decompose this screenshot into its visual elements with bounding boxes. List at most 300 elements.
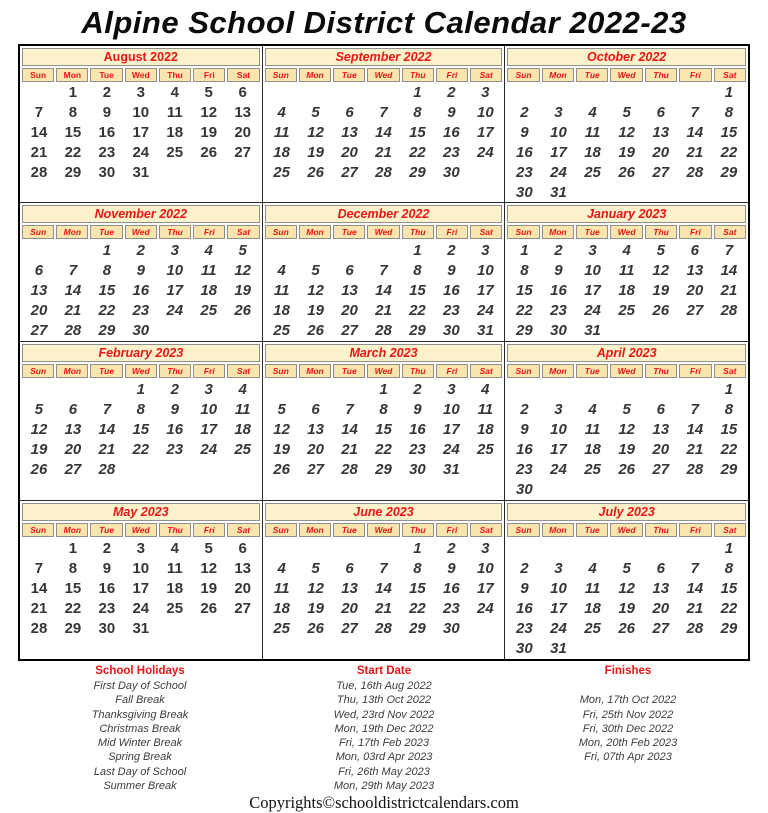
- weekday-label-sun: Sun: [507, 225, 539, 239]
- date-cell: 27: [341, 620, 358, 638]
- date-cell: 1: [520, 241, 529, 259]
- weekday-label-wed: Wed: [125, 523, 157, 537]
- date-cell: 2: [413, 380, 422, 398]
- date-cell: 13: [341, 281, 358, 299]
- weekday-label-fri: Fri: [436, 364, 468, 378]
- date-cell: [299, 538, 333, 558]
- date-cell: 6: [656, 104, 665, 122]
- date-cell: [56, 480, 90, 500]
- date-cell: [124, 460, 158, 480]
- date-cell: [192, 162, 226, 182]
- date-cell: 20: [341, 600, 358, 618]
- date-cell: 16: [550, 281, 567, 299]
- weekday-label-wed: Wed: [367, 68, 399, 82]
- weekday-label-tue: Tue: [576, 523, 608, 537]
- date-cell: [367, 480, 401, 500]
- date-cell: 13: [652, 124, 670, 142]
- date-cell: [678, 480, 712, 500]
- date-grid: [265, 379, 503, 500]
- date-cell: 13: [686, 261, 704, 279]
- date-cell: 4: [588, 559, 597, 577]
- date-cell: 22: [375, 441, 392, 459]
- date-cell: [678, 538, 712, 558]
- date-cell: [576, 480, 610, 500]
- weekday-label-mon: Mon: [299, 523, 331, 537]
- date-cell: 8: [102, 261, 112, 279]
- date-cell: [610, 321, 644, 341]
- weekday-label-sun: Sun: [507, 68, 539, 82]
- date-cell: 2: [520, 104, 529, 122]
- holiday-name: Last Day of School: [93, 765, 187, 778]
- date-cell: [158, 619, 192, 639]
- date-cell: 18: [200, 281, 218, 299]
- weekday-label-mon: Mon: [56, 225, 88, 239]
- date-cell: 2: [447, 84, 456, 102]
- date-cell: [468, 162, 502, 182]
- date-cell: [299, 83, 333, 103]
- month-title: June 2023: [265, 503, 503, 521]
- date-cell: 14: [686, 579, 704, 597]
- date-cell: 22: [409, 302, 426, 320]
- date-cell: 25: [273, 620, 290, 638]
- weekday-label-fri: Fri: [679, 68, 711, 82]
- date-cell: 18: [166, 124, 184, 142]
- weekday-label-sat: Sat: [714, 364, 746, 378]
- date-cell: 13: [341, 579, 358, 597]
- date-cell: [541, 379, 575, 399]
- date-cell: 30: [516, 640, 533, 658]
- date-cell: 31: [550, 640, 567, 658]
- date-cell: [158, 162, 192, 182]
- date-cell: 1: [413, 84, 422, 102]
- month-title: July 2023: [507, 503, 746, 521]
- date-cell: 31: [477, 322, 494, 340]
- date-cell: 15: [409, 281, 426, 299]
- weekday-label-tue: Tue: [90, 68, 122, 82]
- date-cell: 12: [618, 579, 635, 597]
- weekday-label-sun: Sun: [22, 68, 54, 82]
- date-cell: 28: [64, 322, 82, 340]
- date-cell: 12: [30, 420, 48, 438]
- date-cell: 20: [64, 441, 82, 459]
- date-cell: 29: [64, 620, 82, 638]
- date-cell: 2: [102, 539, 112, 557]
- date-cell: 27: [652, 620, 670, 638]
- date-cell: 27: [341, 163, 358, 181]
- date-cell: 18: [234, 420, 252, 438]
- date-cell: 12: [307, 281, 324, 299]
- weekday-label-sun: Sun: [265, 364, 297, 378]
- weekday-label-fri: Fri: [436, 225, 468, 239]
- date-cell: 7: [379, 559, 388, 577]
- weekday-label-thu: Thu: [159, 364, 191, 378]
- date-cell: [434, 182, 468, 202]
- date-cell: [644, 83, 678, 103]
- date-cell: 21: [341, 441, 358, 459]
- month-title: April 2023: [507, 344, 746, 362]
- date-cell: [226, 162, 260, 182]
- date-cell: [124, 182, 158, 202]
- date-cell: 6: [690, 241, 700, 259]
- weekday-label-tue: Tue: [90, 225, 122, 239]
- date-cell: 28: [375, 620, 392, 638]
- date-cell: 3: [554, 559, 563, 577]
- date-cell: 28: [686, 163, 704, 181]
- date-cell: [22, 240, 56, 260]
- date-cell: 12: [234, 261, 252, 279]
- date-cell: 19: [307, 143, 324, 161]
- date-cell: [124, 639, 158, 659]
- weekday-label-fri: Fri: [679, 225, 711, 239]
- date-cell: 5: [238, 241, 247, 259]
- date-cell: 21: [30, 143, 48, 161]
- date-cell: 16: [516, 143, 533, 161]
- calendar-grid: [18, 44, 750, 661]
- date-cell: [192, 480, 226, 500]
- date-cell: 29: [375, 461, 392, 479]
- weekday-label-mon: Mon: [299, 225, 331, 239]
- date-cell: 10: [200, 400, 218, 418]
- date-cell: 9: [520, 579, 529, 597]
- date-cell: [22, 379, 56, 399]
- date-cell: 6: [345, 559, 354, 577]
- weekday-label-thu: Thu: [402, 364, 434, 378]
- month-title: October 2022: [507, 48, 746, 66]
- date-grid: [22, 83, 260, 202]
- date-cell: 14: [98, 420, 116, 438]
- date-cell: 21: [720, 281, 738, 299]
- date-cell: 11: [584, 420, 601, 438]
- date-cell: 12: [200, 104, 218, 122]
- weekday-label-sun: Sun: [507, 364, 539, 378]
- date-cell: 15: [516, 281, 533, 299]
- holiday-name: Spring Break: [108, 751, 172, 764]
- date-cell: 6: [656, 400, 665, 418]
- date-cell: [22, 182, 56, 202]
- date-cell: 2: [447, 539, 456, 557]
- date-cell: 18: [166, 579, 184, 597]
- date-cell: 7: [724, 241, 734, 259]
- date-cell: 26: [618, 620, 635, 638]
- date-cell: [192, 619, 226, 639]
- date-cell: [644, 480, 678, 500]
- holiday-name: First Day of School: [93, 680, 187, 692]
- date-cell: [333, 240, 367, 260]
- date-cell: 25: [584, 620, 601, 638]
- date-cell: 27: [341, 322, 358, 340]
- date-cell: 26: [200, 600, 218, 618]
- date-cell: 15: [409, 579, 426, 597]
- date-cell: 31: [584, 322, 601, 340]
- date-cell: [644, 639, 678, 659]
- weekday-label-sun: Sun: [265, 225, 297, 239]
- weekday-label-wed: Wed: [610, 225, 642, 239]
- month-title: December 2022: [265, 205, 503, 223]
- date-cell: 23: [550, 302, 567, 320]
- weekday-label-wed: Wed: [367, 364, 399, 378]
- date-cell: 2: [170, 380, 179, 398]
- date-cell: [333, 639, 367, 659]
- date-cell: [610, 480, 644, 500]
- date-cell: 5: [204, 539, 213, 557]
- date-cell: 5: [34, 400, 44, 418]
- holiday-finish-date: [506, 679, 750, 693]
- weekday-label-wed: Wed: [610, 68, 642, 82]
- weekday-label-tue: Tue: [576, 364, 608, 378]
- date-cell: [333, 480, 367, 500]
- date-cell: 2: [447, 241, 456, 259]
- date-cell: [434, 639, 468, 659]
- holiday-start-date: Fri, 26th May 2023: [338, 765, 430, 778]
- date-cell: 17: [550, 600, 567, 618]
- holiday-finish-date: Fri, 07th Apr 2023: [584, 751, 672, 764]
- date-cell: [610, 182, 644, 202]
- date-cell: 20: [686, 281, 704, 299]
- date-cell: 4: [622, 241, 631, 259]
- weekday-label-sat: Sat: [227, 523, 259, 537]
- date-cell: 9: [554, 261, 563, 279]
- date-cell: [158, 460, 192, 480]
- date-cell: 8: [413, 559, 422, 577]
- date-cell: 8: [724, 559, 734, 577]
- date-cell: 25: [234, 441, 252, 459]
- date-cell: 14: [30, 579, 48, 597]
- date-cell: 10: [550, 579, 567, 597]
- date-cell: 12: [652, 261, 670, 279]
- date-cell: 18: [584, 600, 601, 618]
- date-cell: [468, 460, 502, 480]
- date-cell: [576, 538, 610, 558]
- holiday-name: Christmas Break: [99, 722, 181, 735]
- holiday-start-date: Mon, 29th May 2023: [333, 780, 435, 793]
- date-cell: 27: [307, 461, 324, 479]
- date-cell: 7: [102, 400, 112, 418]
- date-cell: 9: [447, 261, 456, 279]
- date-cell: 1: [724, 84, 734, 102]
- weekday-label-sun: Sun: [22, 523, 54, 537]
- date-cell: 25: [618, 302, 635, 320]
- date-cell: 14: [720, 261, 738, 279]
- date-cell: [678, 639, 712, 659]
- date-cell: 18: [273, 302, 290, 320]
- date-cell: 15: [64, 124, 82, 142]
- date-cell: 15: [720, 579, 738, 597]
- date-cell: [158, 480, 192, 500]
- date-cell: 29: [409, 163, 426, 181]
- date-cell: 4: [277, 559, 286, 577]
- weekday-label-thu: Thu: [402, 225, 434, 239]
- date-cell: 8: [724, 400, 734, 418]
- weekday-label-tue: Tue: [90, 523, 122, 537]
- date-cell: 21: [375, 302, 392, 320]
- date-cell: 22: [720, 441, 738, 459]
- date-cell: 22: [64, 143, 82, 161]
- date-grid: [265, 240, 503, 341]
- weekday-label-wed: Wed: [367, 523, 399, 537]
- holiday-name: Mid Winter Break: [97, 737, 183, 750]
- date-cell: 18: [477, 420, 494, 438]
- weekday-label-fri: Fri: [436, 68, 468, 82]
- date-cell: [158, 639, 192, 659]
- date-cell: [333, 379, 367, 399]
- date-cell: 12: [307, 579, 324, 597]
- holiday-finish-date: [506, 779, 750, 793]
- date-cell: 5: [204, 84, 213, 102]
- month-title: August 2022: [22, 48, 260, 66]
- date-cell: [56, 379, 90, 399]
- date-cell: 16: [443, 579, 460, 597]
- date-cell: 10: [443, 400, 460, 418]
- date-cell: 19: [200, 579, 218, 597]
- weekday-label-tue: Tue: [576, 68, 608, 82]
- date-cell: 28: [720, 302, 738, 320]
- date-cell: [712, 321, 746, 341]
- weekday-row: [22, 225, 260, 239]
- date-cell: 8: [413, 104, 422, 122]
- month-march-2023: [263, 342, 506, 501]
- date-cell: [226, 639, 260, 659]
- date-cell: 14: [375, 124, 392, 142]
- date-cell: 10: [132, 104, 150, 122]
- date-grid: [22, 379, 260, 500]
- date-cell: 10: [477, 104, 494, 122]
- date-cell: 28: [30, 163, 48, 181]
- date-cell: 15: [98, 281, 116, 299]
- weekday-label-sat: Sat: [470, 364, 502, 378]
- date-cell: 2: [136, 241, 145, 259]
- date-cell: [22, 83, 56, 103]
- date-cell: 5: [622, 104, 631, 122]
- date-cell: 15: [375, 420, 392, 438]
- date-cell: 31: [550, 183, 567, 201]
- date-cell: 30: [443, 620, 460, 638]
- date-cell: [22, 639, 56, 659]
- date-cell: 13: [30, 281, 48, 299]
- weekday-label-sat: Sat: [227, 364, 259, 378]
- date-cell: 25: [273, 322, 290, 340]
- date-cell: 28: [686, 461, 704, 479]
- weekday-label-wed: Wed: [125, 364, 157, 378]
- date-cell: 7: [379, 261, 388, 279]
- date-cell: 14: [375, 579, 392, 597]
- holidays-table: [18, 664, 750, 793]
- date-cell: 15: [720, 420, 738, 438]
- date-cell: 30: [443, 322, 460, 340]
- date-cell: 20: [30, 302, 48, 320]
- date-cell: 29: [720, 163, 738, 181]
- weekday-label-sun: Sun: [22, 225, 54, 239]
- weekday-label-mon: Mon: [542, 225, 574, 239]
- date-cell: 26: [200, 143, 218, 161]
- date-cell: 20: [307, 441, 324, 459]
- date-cell: 19: [307, 302, 324, 320]
- weekday-label-tue: Tue: [90, 364, 122, 378]
- date-cell: [192, 460, 226, 480]
- date-cell: 22: [409, 143, 426, 161]
- date-cell: 11: [166, 104, 183, 122]
- weekday-label-sat: Sat: [470, 68, 502, 82]
- date-cell: 28: [98, 461, 116, 479]
- weekday-label-wed: Wed: [610, 364, 642, 378]
- date-cell: [299, 240, 333, 260]
- date-cell: 9: [447, 559, 456, 577]
- date-cell: 30: [516, 481, 533, 499]
- date-cell: 16: [132, 281, 150, 299]
- date-cell: 29: [720, 620, 738, 638]
- date-cell: 18: [273, 600, 290, 618]
- date-cell: 2: [102, 84, 112, 102]
- month-december-2022: [263, 203, 506, 342]
- date-cell: 17: [132, 579, 150, 597]
- date-cell: 1: [379, 380, 388, 398]
- date-cell: 21: [375, 600, 392, 618]
- date-cell: 17: [550, 143, 567, 161]
- date-cell: 29: [516, 322, 533, 340]
- weekday-label-sat: Sat: [470, 523, 502, 537]
- date-cell: [265, 83, 299, 103]
- date-cell: 30: [98, 620, 116, 638]
- date-cell: 25: [584, 461, 601, 479]
- weekday-label-thu: Thu: [402, 523, 434, 537]
- date-cell: [299, 480, 333, 500]
- date-cell: 21: [686, 441, 704, 459]
- date-cell: 4: [588, 400, 597, 418]
- date-cell: 24: [200, 441, 218, 459]
- date-cell: 24: [477, 143, 494, 161]
- date-cell: [124, 480, 158, 500]
- date-cell: [712, 639, 746, 659]
- date-cell: 8: [520, 261, 529, 279]
- month-title: November 2022: [22, 205, 260, 223]
- date-grid: [507, 538, 746, 659]
- weekday-label-wed: Wed: [367, 225, 399, 239]
- date-cell: [333, 83, 367, 103]
- date-cell: 11: [273, 579, 290, 597]
- date-cell: 20: [652, 441, 670, 459]
- date-cell: 17: [477, 579, 494, 597]
- date-cell: 1: [413, 539, 422, 557]
- month-november-2022: [20, 203, 263, 342]
- weekday-row: [265, 225, 503, 239]
- date-cell: [226, 480, 260, 500]
- date-cell: 4: [170, 84, 179, 102]
- date-cell: 11: [618, 261, 635, 279]
- date-cell: 25: [273, 163, 290, 181]
- date-cell: 13: [234, 104, 252, 122]
- weekday-row: [507, 68, 746, 82]
- date-cell: 2: [520, 559, 529, 577]
- month-october-2022: [505, 46, 748, 203]
- holiday-start-date: Tue, 16th Aug 2022: [336, 680, 432, 692]
- holiday-start-date: Thu, 13th Oct 2022: [336, 694, 432, 707]
- date-cell: 16: [443, 124, 460, 142]
- date-cell: 7: [379, 104, 388, 122]
- date-cell: [678, 83, 712, 103]
- holidays-header-start-date: Start Date: [356, 665, 412, 677]
- date-cell: 26: [307, 322, 324, 340]
- date-cell: 3: [136, 539, 145, 557]
- weekday-label-sat: Sat: [714, 225, 746, 239]
- date-cell: 23: [516, 163, 533, 181]
- weekday-label-sun: Sun: [22, 364, 54, 378]
- date-cell: 28: [341, 461, 358, 479]
- date-cell: 3: [481, 241, 490, 259]
- date-cell: 17: [477, 281, 494, 299]
- date-cell: 18: [584, 143, 601, 161]
- date-cell: 16: [516, 600, 533, 618]
- date-cell: 1: [724, 539, 734, 557]
- date-cell: 3: [136, 84, 145, 102]
